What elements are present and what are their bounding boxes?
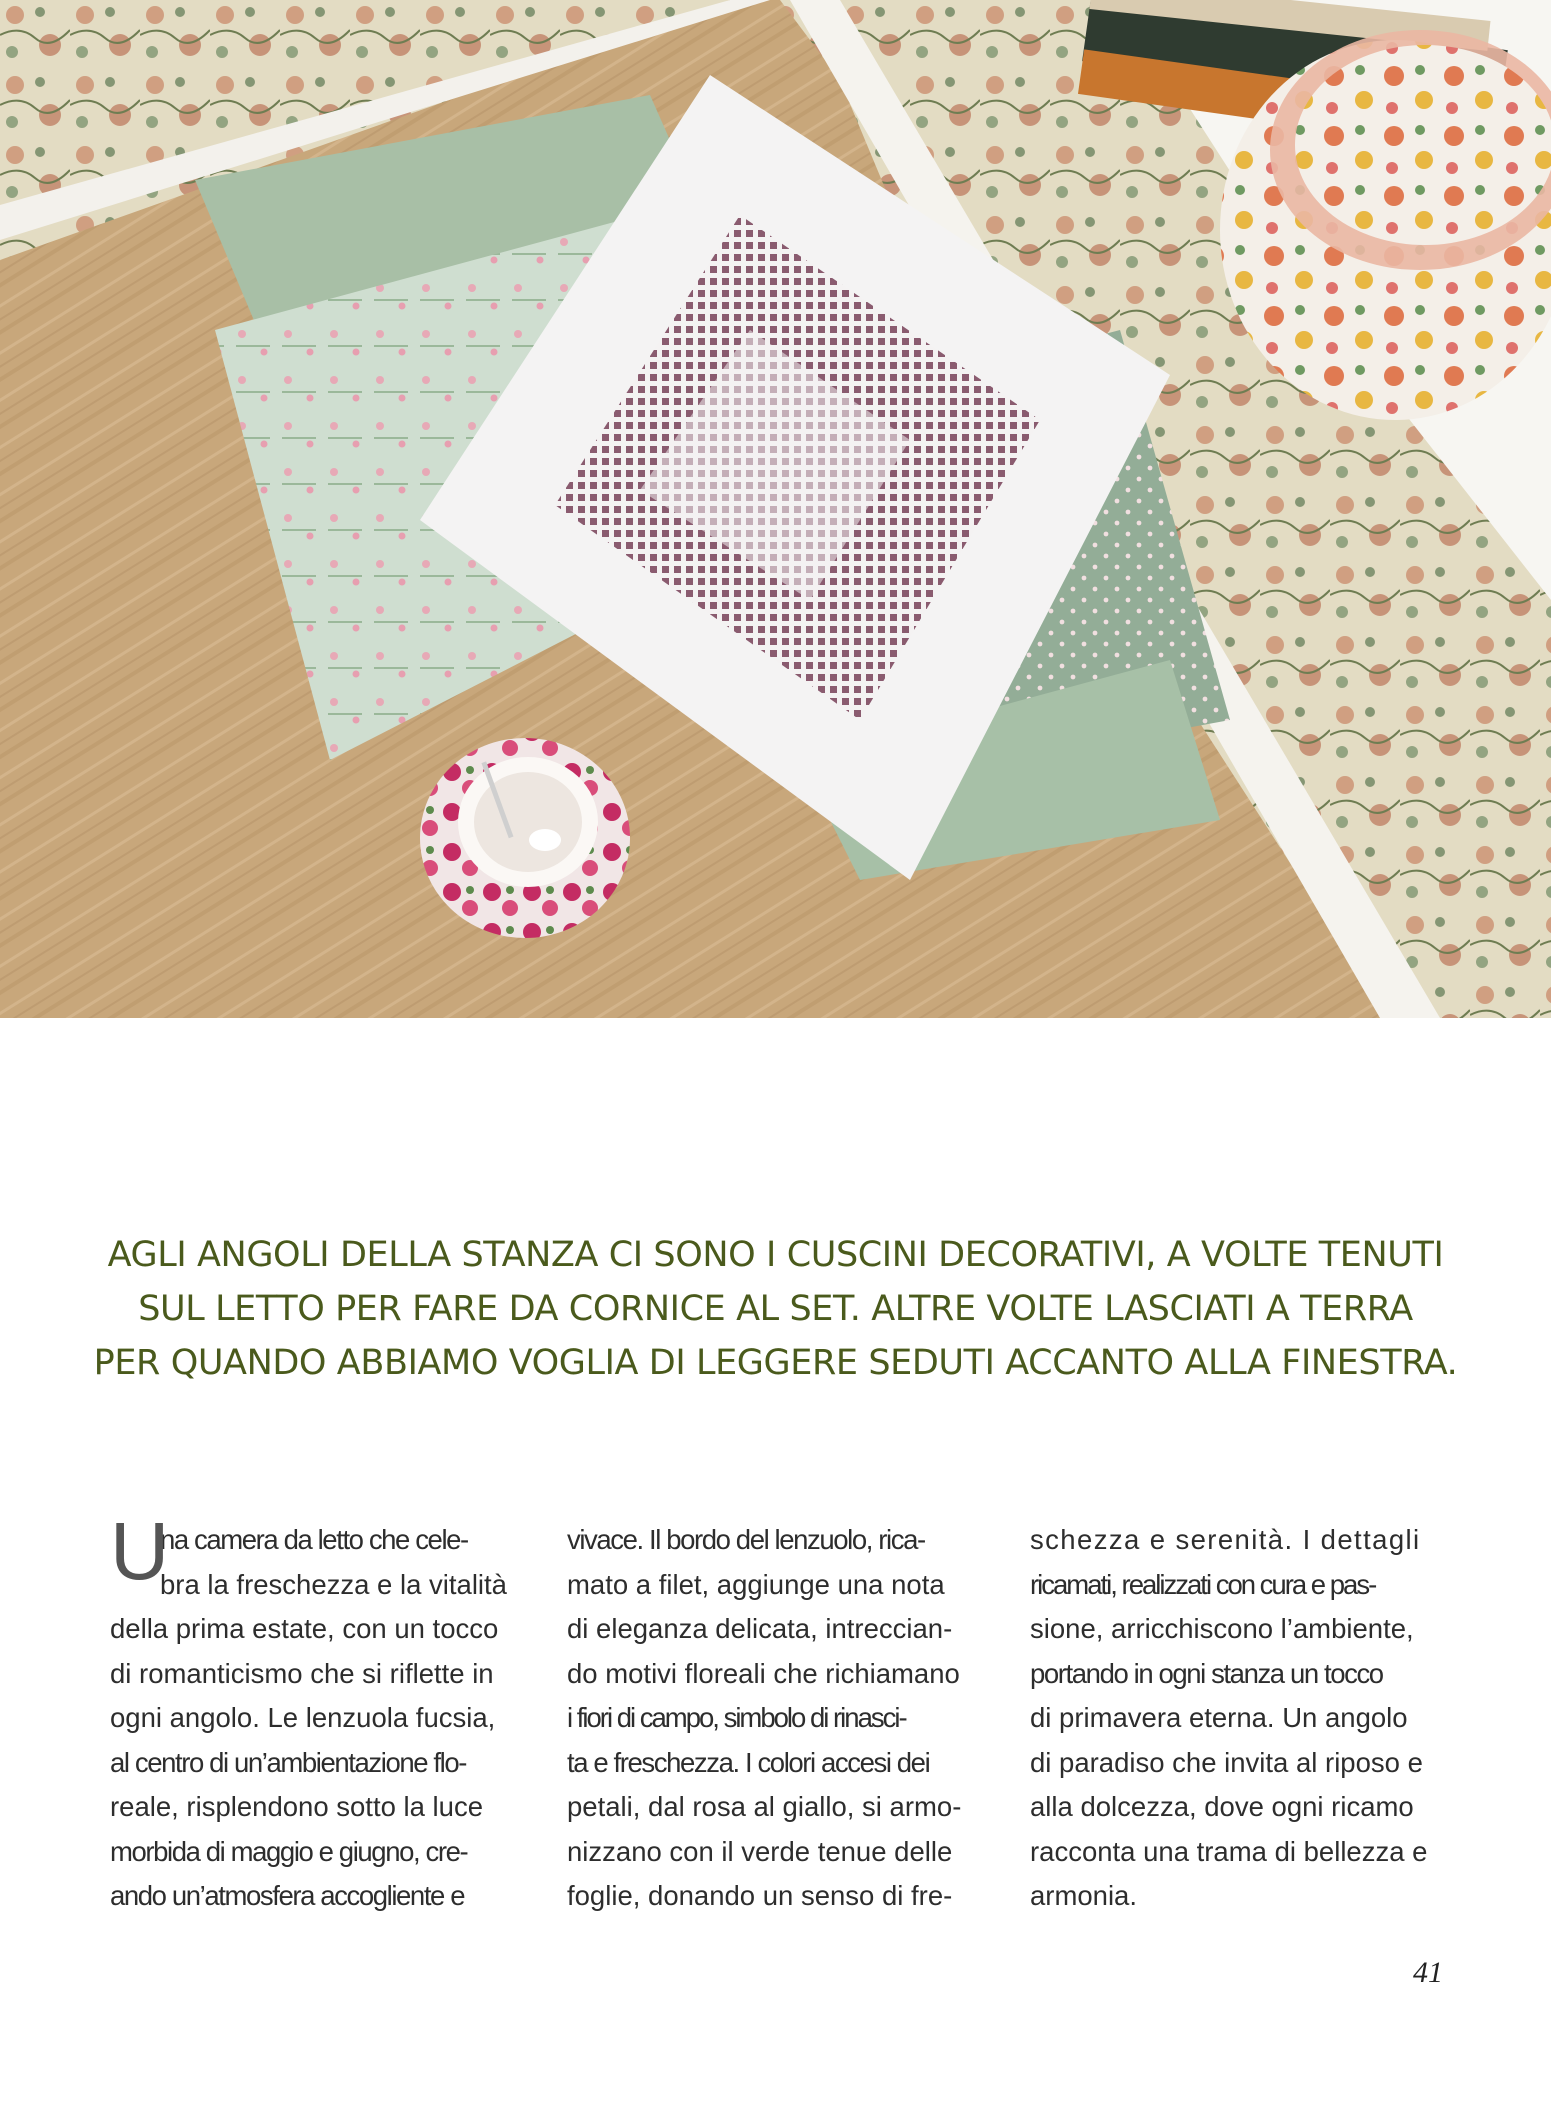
body-column-1 [110, 1506, 522, 1919]
body-line: portando in ogni stanza un tocco [1030, 1657, 1383, 1689]
pull-quote-line: AGLI ANGOLI DELLA STANZA CI SONO I CUSCINI DECORATIVI, A VOLTE TENUTI [107, 1235, 1444, 1275]
pull-quote-line: SUL LETTO PER FARE DA CORNICE AL SET. ALTRE VOLTE LASCIATI A TERRA [138, 1289, 1413, 1329]
body-line: armonia. [1030, 1880, 1137, 1911]
body-line: di paradiso che invita al riposo e [1030, 1746, 1423, 1778]
body-line: petali, dal rosa al giallo, si armo- [567, 1791, 962, 1822]
body-line: di primavera eterna. Un angolo [1030, 1702, 1408, 1733]
body-line: nizzano con il verde tenue delle [567, 1835, 953, 1867]
body-line: racconta una trama di bellezza e [1030, 1835, 1428, 1867]
body-line: ando un’atmosfera accogliente e [110, 1880, 465, 1911]
body-line: della prima estate, con un tocco [110, 1613, 499, 1644]
drop-cap: U [110, 1506, 170, 1597]
pull-quote-line: PER QUANDO ABBIAMO VOGLIA DI LEGGERE SEDUTI ACCANTO ALLA FINESTRA. [93, 1343, 1458, 1383]
body-line: al centro di un’ambientazione flo- [110, 1746, 466, 1778]
body-line: vivace. Il bordo del lenzuolo, rica- [567, 1524, 925, 1555]
body-line: morbida di maggio e giugno, cre- [110, 1835, 468, 1867]
body-line: ogni angolo. Le lenzuola fucsia, [110, 1702, 496, 1733]
hero-photo [0, 0, 1551, 1018]
body-line: mato a filet, aggiunge una nota [567, 1568, 945, 1600]
body-line: di romanticismo che si riflette in [110, 1657, 494, 1689]
pull-quote [90, 1228, 1461, 1390]
body-line: bra la freschezza e la vitalità [160, 1568, 507, 1600]
body-line: foglie, donando un senso di fre- [567, 1880, 953, 1911]
body-line: i fiori di campo, simbolo di rinasci- [567, 1702, 906, 1733]
body-column-2 [567, 1518, 977, 1919]
body-line: sione, arricchiscono l’ambiente, [1030, 1613, 1414, 1644]
body-line: di eleganza delicata, intreccian- [567, 1613, 953, 1644]
body-line: do motivi floreali che richiamano [567, 1657, 960, 1689]
body-line: ta e freschezza. I colori accesi dei [567, 1746, 930, 1778]
page-number: 41 [1413, 1956, 1443, 1989]
body-line: ricamati, realizzati con cura e pas- [1030, 1568, 1376, 1600]
body-line: na camera da letto che cele- [160, 1524, 468, 1555]
body-line: schezza e serenità. I dettagli [1030, 1524, 1421, 1555]
body-column-3 [1030, 1518, 1440, 1919]
body-line: alla dolcezza, dove ogni ricamo [1030, 1791, 1414, 1822]
body-line: reale, risplendono sotto la luce [110, 1791, 484, 1822]
